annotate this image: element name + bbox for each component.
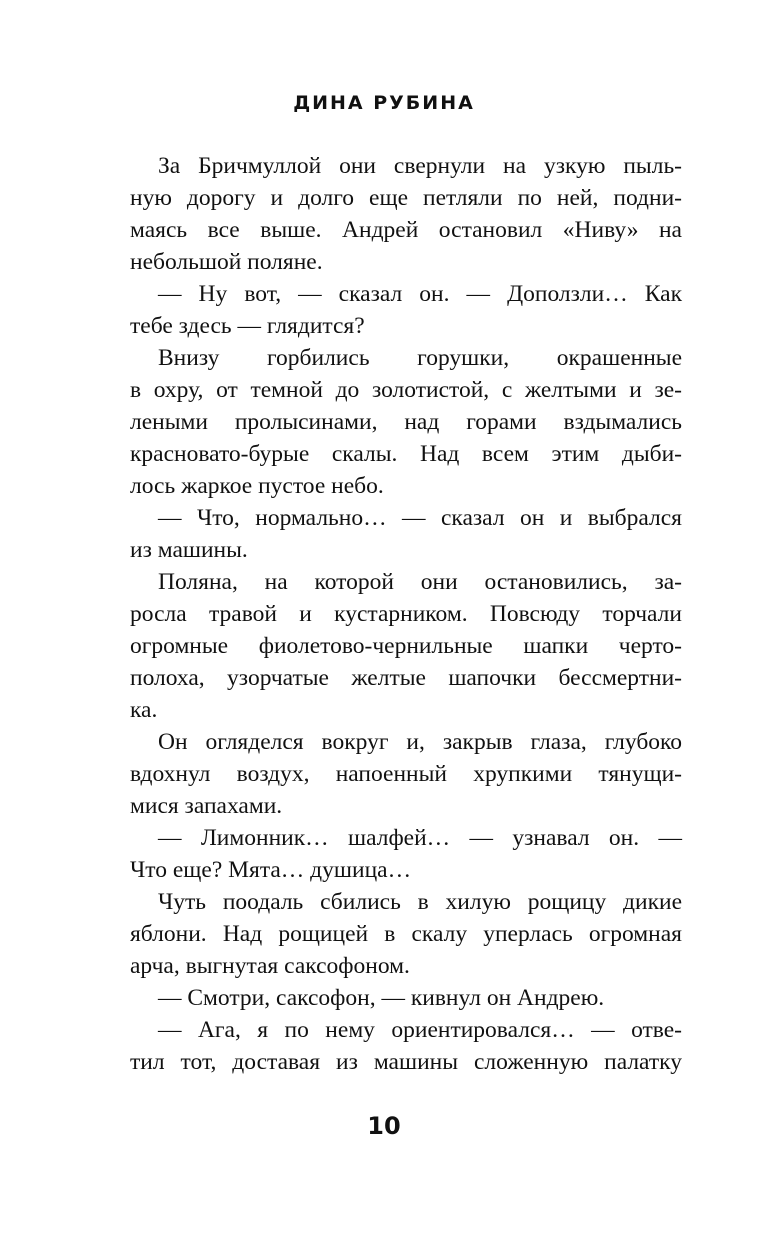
text-line: ную дорогу и долго еще петляли по ней, подни- [130,185,682,211]
text-line: небольшой поляне. [130,249,323,275]
paragraph [130,502,682,566]
text-line: в охру, от темной до золотистой, с желтыми и зе- [130,377,682,403]
text-line: Поляна, на которой они остановились, за- [158,569,682,595]
text-line: леными пролысинами, над горами вздымались [130,409,682,435]
paragraph [130,886,682,982]
text-line: из машины. [130,537,248,563]
text-line: огромные фиолетово-чернильные шапки черто- [130,633,682,659]
text-line: тебе здесь — глядится? [130,313,365,339]
text-line: тил тот, доставая из машины сложенную палатку [130,1049,682,1075]
text-line: — Лимонник… шалфей… — узнавал он. — [158,825,682,851]
text-line: За Бричмуллой они свернули на узкую пыль- [158,153,682,179]
text-line: лось жаркое пустое небо. [130,473,384,499]
text-line: полоха, узорчатые желтые шапочки бессмертни- [130,665,682,691]
text-line: Он огляделся вокруг и, закрыв глаза, глубоко [158,729,682,755]
text-line: росла травой и кустарником. Повсюду торчали [130,601,682,627]
text-line: арча, выгнутая саксофоном. [130,953,410,979]
text-line: — Ага, я по нему ориентировался… — отве- [158,1017,682,1043]
text-line: вдохнул воздух, напоенный хрупкими тянущи- [130,761,682,787]
text-line: яблони. Над рощицей в скалу уперлась огромная [130,921,682,947]
text-line: Внизу горбились горушки, окрашенные [158,345,682,371]
text-line: красновато-бурые скалы. Над всем этим дыби- [130,441,682,467]
text-line: ка. [130,697,158,723]
running-header-author: ДИНА РУБИНА [293,92,475,114]
paragraph [130,150,682,278]
text-line: Что еще? Мята… душица… [130,857,412,883]
page-number: 10 [367,1112,401,1140]
text-line: Чуть поодаль сбились в хилую рощицу дикие [158,889,682,915]
paragraph [130,1014,682,1078]
text-line: маясь все выше. Андрей остановил «Ниву» на [130,217,682,243]
text-line: — Ну вот, — сказал он. — Доползли… Как [158,281,682,307]
text-line: — Что, нормально… — сказал он и выбрался [158,505,682,531]
text-line: мися запахами. [130,793,283,819]
paragraph [130,342,682,502]
paragraph [130,982,682,1014]
book-page-text [130,150,682,1078]
paragraph [130,726,682,822]
paragraph [130,822,682,886]
paragraph [130,566,682,726]
text-line: — Смотри, саксофон, — кивнул он Андрею. [158,985,605,1011]
paragraph [130,278,682,342]
